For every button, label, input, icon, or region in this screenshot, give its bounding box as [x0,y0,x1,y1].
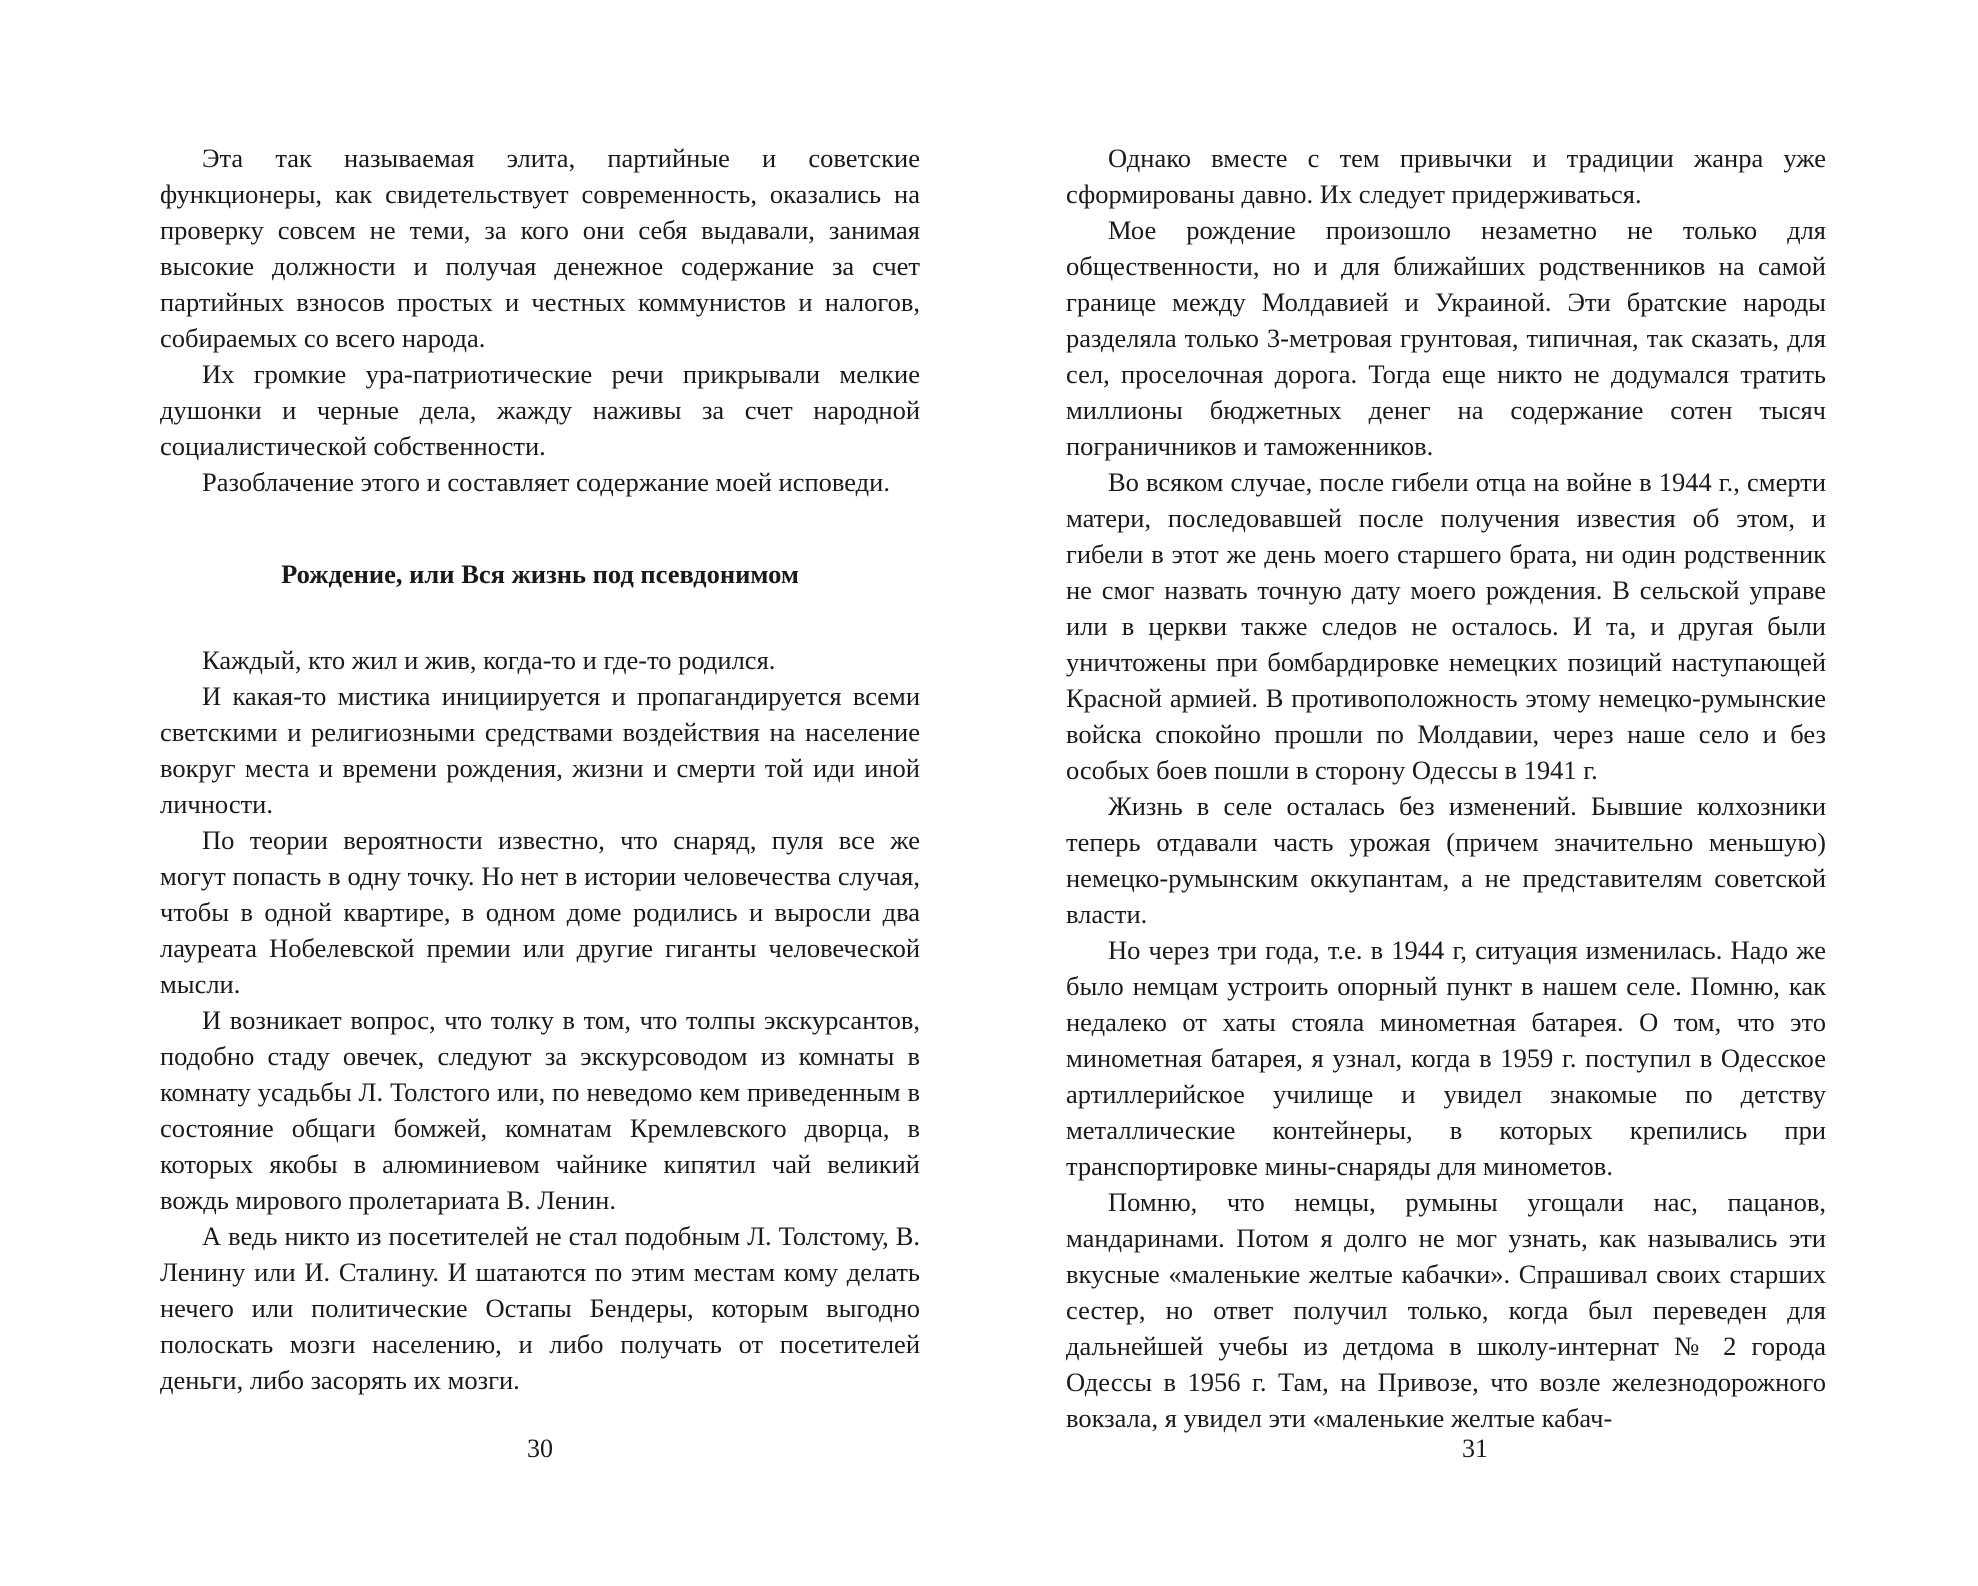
page-number: 31 [1462,1434,1488,1463]
paragraph: Во всяком случае, после гибели отца на войне в 1944 г., смерти матери, последовавшей после получения известия об этом, и гибели в этот же день моего старшего брата, ни один родственник не смог назвать точную дату моего рождения. В сельской управе или в церкви также следов не осталось. И та, и другая были уничтожены при бомбардировке немецких позиций наступающей Красной армией. В противоположность этому немецко-румынские войска спокойно прошли по Молдавии, через наше село и без особых боев пошли в сторону Одессы в 1941 г. [1066,467,1826,785]
right-page [989,0,1978,1586]
paragraph: И возникает вопрос, что толку в том, что толпы экскурсантов, подобно стаду овечек, следуют за экскурсоводом из комнаты в комнату усадьбы Л. Толстого или, по неведомо кем приведенным в состояние общаги бомжей, комнатам Кремлевского дворца, в которых якобы в алюминиевом чайнике кипятил чай великий вождь мирового пролетариата В. Ленин. [160,1005,920,1215]
left-page-text [160,140,920,1398]
paragraph: Однако вместе с тем привычки и традиции жанра уже сформированы давно. Их следует придерживаться. [1066,143,1826,209]
chapter-heading: Рождение, или Вся жизнь под псевдонимом [281,559,799,589]
paragraph: Их громкие ура-патриотические речи прикрывали мелкие душонки и черные дела, жажду наживы за счет народной социалистической собственности. [160,359,920,461]
page-number: 30 [527,1434,553,1463]
paragraph: А ведь никто из посетителей не стал подобным Л. Толстому, В. Ленину или И. Сталину. И шатаются по этим местам кому делать нечего или политические Остапы Бендеры, которым выгодно полоскать мозги населению, и либо получать от посетителей деньги, либо засорять их мозги. [160,1221,920,1395]
paragraph: Разоблачение этого и составляет содержание моей исповеди. [202,467,890,497]
paragraph: По теории вероятности известно, что снаряд, пуля все же могут попасть в одну точку. Но нет в истории человечества случая, чтобы в одной квартире, в одном доме родились и выросли два лауреата Нобелевской премии или другие гиганты человеческой мысли. [160,825,920,999]
paragraph: Но через три года, т.е. в 1944 г, ситуация изменилась. Надо же было немцам устроить опорный пункт в нашем селе. Помню, как недалеко от хаты стояла минометная батарея. О том, что это минометная батарея, я узнал, когда в 1959 г. поступил в Одесское артиллерийское училище и увидел знакомые по детству металлические контейнеры, в которых крепились при транспортировке мины-снаряды для минометов. [1066,935,1826,1181]
paragraph: Эта так называемая элита, партийные и советские функционеры, как свидетельствует современность, оказались на проверку совсем не теми, за кого они себя выдавали, занимая высокие должности и получая денежное содержание за счет партийных взносов простых и честных коммунистов и налогов, собираемых со всего народа. [160,143,920,353]
paragraph: Помню, что немцы, румыны угощали нас, пацанов, мандаринами. Потом я долго не мог узнать, как назывались эти вкусные «маленькие желтые кабачки». Спрашивал своих старших сестер, но ответ получил только, когда был переведен для дальнейшей учебы из детдома в школу-интернат № 2 города Одессы в 1956 г. Там, на Привозе, что возле железнодорожного вокзала, я увидел эти «маленькие желтые кабач- [1066,1187,1826,1433]
right-page-text [1066,140,1826,1436]
paragraph: Каждый, кто жил и жив, когда-то и где-то родился. [202,645,776,675]
paragraph: Жизнь в селе осталась без изменений. Бывшие колхозники теперь отдавали часть урожая (причем значительно меньшую) немецко-румынским оккупантам, а не представителям советской власти. [1066,791,1826,929]
paragraph: Мое рождение произошло незаметно не только для общественности, но и для ближайших родственников на самой границе между Молдавией и Украиной. Эти братские народы разделяла только 3-метровая грунтовая, типичная, так сказать, для сел, проселочная дорога. Тогда еще никто не додумался тратить миллионы бюджетных денег на содержание сотен тысяч пограничников и таможенников. [1066,215,1826,461]
paragraph: И какая-то мистика инициируется и пропагандируется всеми светскими и религиозными средствами воздействия на население вокруг места и времени рождения, жизни и смерти той иди иной личности. [160,681,920,819]
